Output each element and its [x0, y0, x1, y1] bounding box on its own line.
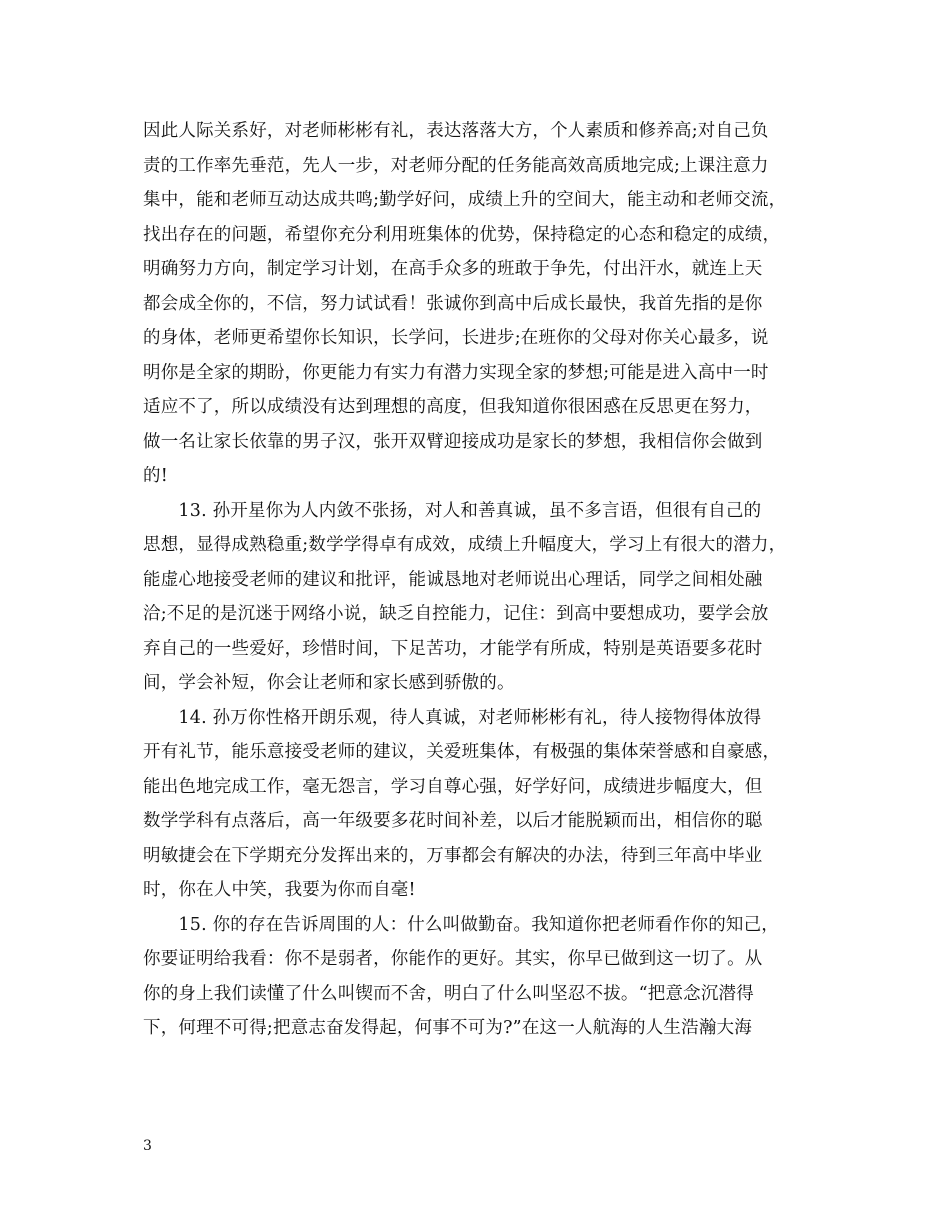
text-line: 你要证明给我看：你不是弱者，你能作的更好。其实，你早已做到这一切了。从	[143, 949, 763, 969]
text-line: 开有礼节，能乐意接受老师的建议，关爱班集体，有极强的集体荣誉感和自豪感，	[143, 742, 781, 762]
text-line: 的身体，老师更希望你长知识，长学问，长进步;在班你的父母对你关心最多，说	[143, 328, 769, 348]
text-line: 15. 你的存在告诉周围的人：什么叫做勤奋。我知道你把老师看作你的知己，	[143, 914, 779, 935]
text-line: 间，学会补短，你会让老师和家长感到骄傲的。	[143, 673, 515, 693]
text-line: 明确努力方向，制定学习计划，在高手众多的班敢于争先，付出汗水，就连上天	[143, 259, 763, 279]
text-line: 下，何理不可得;把意志奋发得起，何事不可为?”在这一人航海的人生浩瀚大海	[143, 1018, 752, 1038]
text-line: 明敏捷会在下学期充分发挥出来的，万事都会有解决的办法，待到三年高中毕业	[143, 845, 763, 866]
text-line: 时，你在人中笑，我要为你而自毫!	[143, 880, 416, 900]
text-line: 你的身上我们读懂了什么叫锲而不舍，明白了什么叫坚忍不拔。“把意念沉潜得	[143, 983, 754, 1004]
text-line: 13. 孙开星你为人内敛不张扬，对人和善真诚，虽不多言语，但很有自己的	[143, 500, 762, 521]
text-line: 洽;不足的是沉迷于网络小说，缺乏自控能力，记住：到高中要想成功，要学会放	[143, 604, 769, 624]
text-line: 明你是全家的期盼，你更能力有实力有潜力实现全家的梦想;可能是进入高中一时	[143, 362, 769, 383]
text-line: 能出色地完成工作，毫无怨言，学习自尊心强，好学好问，成绩进步幅度大，但	[143, 776, 763, 797]
text-line: 思想，显得成熟稳重;数学学得卓有成效，成绩上升幅度大，学习上有很大的潜力，	[143, 535, 787, 555]
paragraph	[143, 701, 823, 908]
document-body	[143, 114, 823, 1046]
paragraph	[143, 494, 823, 701]
paragraph	[143, 114, 823, 494]
text-line: 集中，能和老师互动达成共鸣;勤学好问，成绩上升的空间大，能主动和老师交流，	[143, 190, 787, 210]
text-line: 14. 孙万你性格开朗乐观，待人真诚，对老师彬彬有礼，待人接物得体放得	[143, 707, 762, 728]
page-number: 3	[143, 1138, 152, 1154]
text-line: 弃自己的一些爱好，珍惜时间，下足苦功，才能学有所成，特别是英语要多花时	[143, 638, 763, 659]
text-line: 责的工作率先垂范，先人一步，对老师分配的任务能高效高质地完成;上课注意力	[143, 155, 769, 176]
paragraph	[143, 908, 823, 1046]
text-line: 数学学科有点落后，高一年级要多花时间补差，以后才能脱颖而出，相信你的聪	[143, 811, 763, 831]
text-line: 的!	[143, 466, 168, 486]
text-line: 因此人际关系好，对老师彬彬有礼，表达落落大方，个人素质和修养高;对自己负	[143, 121, 769, 141]
text-line: 找出存在的问题，希望你充分利用班集体的优势，保持稳定的心态和稳定的成绩，	[143, 224, 781, 245]
text-line: 做一名让家长依靠的男子汉，张开双臂迎接成功是家长的梦想，我相信你会做到	[143, 431, 763, 452]
text-line: 适应不了，所以成绩没有达到理想的高度，但我知道你很困惑在反思更在努力，	[143, 397, 763, 417]
text-line: 都会成全你的，不信，努力试试看！张诚你到高中后成长最快，我首先指的是你	[143, 293, 763, 314]
text-line: 能虚心地接受老师的建议和批评，能诚恳地对老师说出心理话，同学之间相处融	[143, 569, 763, 590]
